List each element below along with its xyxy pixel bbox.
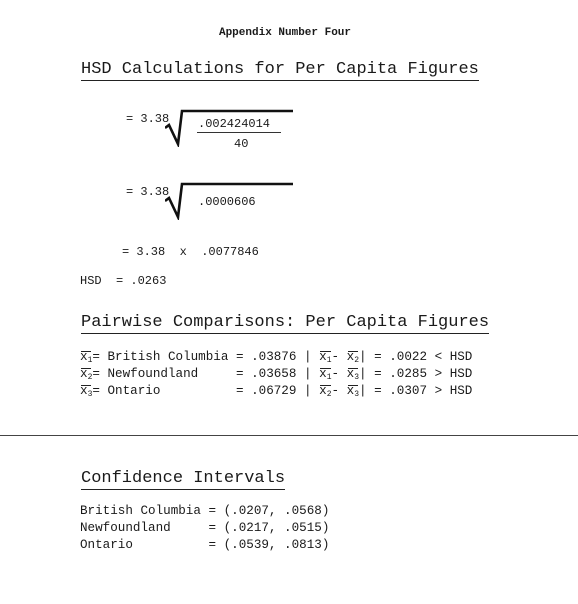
hsd-result: HSD = .0263 xyxy=(80,274,167,288)
pairwise-row xyxy=(80,350,472,364)
province-value: = Ontario = .06729 xyxy=(92,384,304,398)
mean-symbol-symbol: x xyxy=(80,350,88,364)
diff-mean-a-subscript: 2 xyxy=(326,390,332,399)
mean-symbol xyxy=(80,367,92,381)
minus-sign: - xyxy=(331,350,347,364)
section-divider xyxy=(0,435,578,436)
step1-denominator: 40 xyxy=(234,137,249,151)
pairwise-row xyxy=(80,367,472,381)
minus-sign: - xyxy=(331,367,347,381)
diff-mean-b xyxy=(347,367,359,381)
diff-mean-a-subscript: 1 xyxy=(326,356,332,365)
step1-prefix: = 3.38 xyxy=(126,112,170,126)
step2-prefix: = 3.38 xyxy=(126,185,170,199)
ci-row: Newfoundland = (.0217, .0515) xyxy=(80,521,330,535)
diff-mean-b-symbol: x xyxy=(346,384,355,398)
diff-mean-b xyxy=(347,384,359,398)
step1-numerator: .002424014 xyxy=(198,117,271,131)
diff-mean-b-subscript: 3 xyxy=(354,373,359,382)
pairwise-row xyxy=(80,384,472,398)
abs-bar-left: | xyxy=(304,350,312,364)
appendix-title: Appendix Number Four xyxy=(218,27,352,39)
ci-row: Ontario = (.0539, .0813) xyxy=(80,538,330,552)
province-value: = Newfoundland = .03658 xyxy=(92,367,304,381)
minus-sign: - xyxy=(331,384,347,398)
pairwise-heading xyxy=(81,313,489,333)
diff-mean-a xyxy=(319,350,331,364)
comparison-result: = .0307 > HSD xyxy=(366,384,473,398)
mean-symbol-symbol: x xyxy=(80,367,88,381)
comparison-result: = .0285 > HSD xyxy=(366,367,473,381)
diff-mean-b xyxy=(347,350,359,364)
abs-bar-right: | xyxy=(359,367,367,381)
confidence-heading-text: Confidence Intervals xyxy=(81,469,286,488)
diff-mean-a-symbol: x xyxy=(319,350,327,364)
diff-mean-b-subscript: 3 xyxy=(354,390,359,399)
province-value: = British Columbia = .03876 xyxy=(92,350,304,364)
mean-symbol xyxy=(80,350,92,364)
abs-bar-right: | xyxy=(359,384,367,398)
step3-equation: = 3.38 x .0077846 xyxy=(122,245,259,259)
abs-bar-left: | xyxy=(304,367,312,381)
fraction-bar xyxy=(197,132,281,133)
mean-symbol-subscript: 1 xyxy=(87,356,93,365)
abs-bar-left: | xyxy=(304,384,312,398)
comparison-result: = .0022 < HSD xyxy=(366,350,473,364)
ci-row: British Columbia = (.0207, .0568) xyxy=(80,504,330,518)
diff-mean-a xyxy=(319,367,331,381)
diff-mean-b-subscript: 2 xyxy=(354,356,359,365)
diff-mean-b-symbol: x xyxy=(346,367,355,381)
diff-mean-b-symbol: x xyxy=(346,350,355,364)
mean-symbol xyxy=(80,384,92,398)
mean-symbol-symbol: x xyxy=(80,384,88,398)
mean-symbol-subscript: 3 xyxy=(87,390,93,399)
diff-mean-a-symbol: x xyxy=(319,367,327,381)
mean-symbol-subscript: 2 xyxy=(87,373,93,382)
diff-mean-a-subscript: 1 xyxy=(326,373,332,382)
hsd-heading xyxy=(81,60,479,80)
diff-mean-a xyxy=(319,384,331,398)
confidence-heading xyxy=(81,469,285,489)
pairwise-heading-text: Pairwise Comparisons: Per Capita Figures xyxy=(81,313,490,332)
hsd-heading-text: HSD Calculations for Per Capita Figures xyxy=(81,60,479,79)
diff-mean-a-symbol: x xyxy=(319,384,327,398)
abs-bar-right: | xyxy=(359,350,367,364)
step2-radicand: .0000606 xyxy=(198,195,256,209)
